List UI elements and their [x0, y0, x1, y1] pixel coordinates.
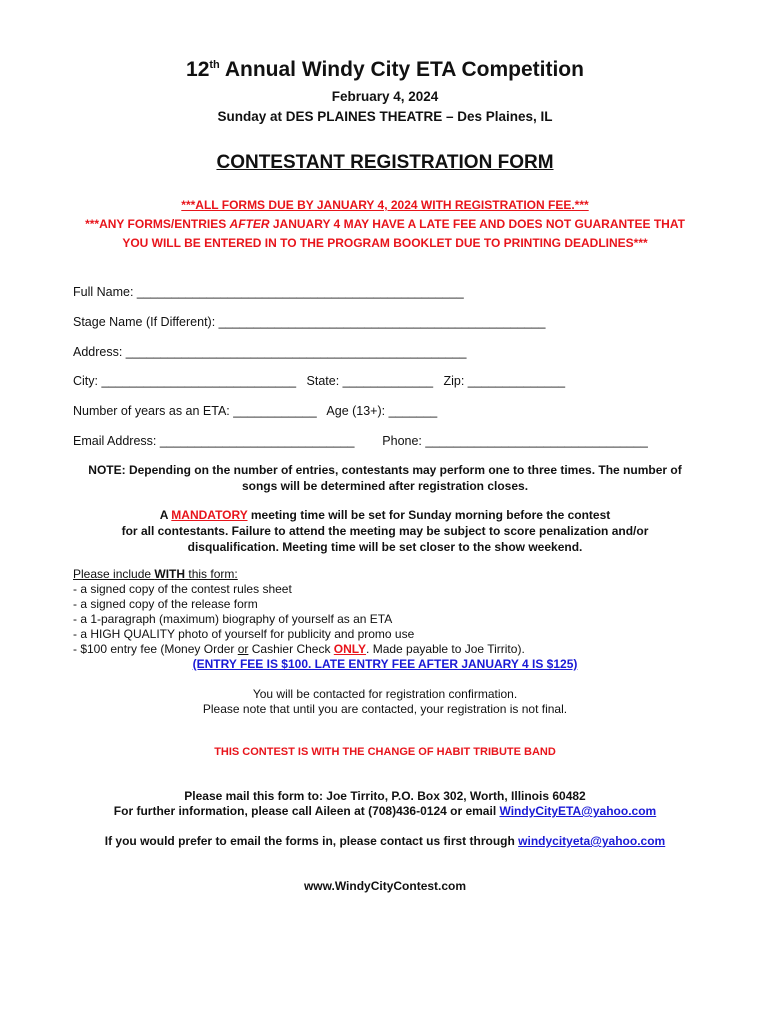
- fee-item-or: or: [237, 642, 249, 656]
- note-line2: songs will be determined after registration closes.: [241, 479, 529, 493]
- email-phone-field[interactable]: Email Address: ____________________________ Phone: ________________________________: [73, 434, 648, 448]
- confirm-line2: Please note that until you are contacted, your registration is not final.: [202, 702, 568, 716]
- email-link-1[interactable]: WindyCityETA@yahoo.com: [499, 804, 657, 818]
- note-line1: NOTE: Depending on the number of entries, contestants may perform one to three times. The number of: [88, 463, 682, 477]
- include-heading-c: this form:: [185, 567, 238, 581]
- full-name-field[interactable]: Full Name: _______________________________________________: [73, 285, 464, 299]
- years-age-field[interactable]: Number of years as an ETA: ____________ Age (13+): _______: [73, 404, 438, 418]
- fee-item-b: Cashier Check: [248, 642, 334, 656]
- due-warning-text: ***ALL FORMS DUE BY JANUARY 4, 2024 WITH REGISTRATION FEE.***: [181, 198, 589, 212]
- fee-item-a: - $100 entry fee (Money Order: [73, 642, 238, 656]
- title-superscript: th: [209, 59, 220, 71]
- late-warning-line1: [0, 217, 770, 231]
- page-title: [0, 58, 770, 82]
- entry-fee-line: [0, 656, 770, 672]
- list-item: - a signed copy of the contest rules sheet: [73, 582, 292, 596]
- meeting-line2: for all contestants. Failure to attend the meeting may be subject to score penalization and/or: [121, 524, 649, 538]
- title-text: Annual Windy City ETA Competition: [219, 58, 584, 81]
- meeting-b: meeting time will be set for Sunday morning before the contest: [247, 508, 611, 522]
- meeting-line3: disqualification. Meeting time will be set closer to the show weekend.: [187, 540, 583, 554]
- city-state-zip-field[interactable]: City: ____________________________ State: _____________ Zip: ______________: [73, 374, 566, 388]
- list-item: - a HIGH QUALITY photo of yourself for publicity and promo use: [73, 627, 415, 641]
- form-title: CONTESTANT REGISTRATION FORM: [216, 152, 554, 173]
- include-list: [73, 567, 525, 657]
- band-notice: THIS CONTEST IS WITH THE CHANGE OF HABIT TRIBUTE BAND: [214, 746, 556, 758]
- late-warning-part-c: JANUARY 4 MAY HAVE A LATE FEE AND DOES NOT GUARANTEE THAT: [269, 217, 685, 231]
- event-venue: Sunday at DES PLAINES THEATRE – Des Plaines, IL: [217, 109, 553, 124]
- meeting-a: A: [159, 508, 172, 522]
- late-warning-line2: YOU WILL BE ENTERED IN TO THE PROGRAM BOOKLET DUE TO PRINTING DEADLINES***: [122, 236, 648, 250]
- mail-line: Please mail this form to: Joe Tirrito, P.O. Box 302, Worth, Illinois 60482: [184, 789, 586, 803]
- late-warning-part-a: ***ANY FORMS/ENTRIES: [85, 217, 230, 231]
- fee-item-c: . Made payable to Joe Tirrito).: [366, 642, 525, 656]
- list-item: [73, 642, 525, 657]
- fee-item-only: ONLY: [333, 642, 367, 656]
- meeting-line1: [60, 507, 710, 523]
- late-warning-after: AFTER: [229, 217, 270, 231]
- note-paragraph: [60, 462, 710, 494]
- info-line: [0, 803, 770, 819]
- include-heading-a: Please include: [73, 567, 155, 581]
- event-date: February 4, 2024: [331, 89, 439, 104]
- email-forms-line: [0, 833, 770, 849]
- due-warning: [0, 198, 770, 212]
- email-forms-text: If you would prefer to email the forms in, please contact us first through: [104, 834, 519, 848]
- include-heading-with: WITH: [154, 567, 186, 581]
- title-number: 12: [186, 58, 210, 81]
- entry-fee-text: (ENTRY FEE IS $100. LATE ENTRY FEE AFTER JANUARY 4 IS $125): [192, 657, 578, 671]
- stage-name-field[interactable]: Stage Name (If Different): _______________________________________________: [73, 315, 546, 329]
- email-link-2[interactable]: windycityeta@yahoo.com: [518, 834, 666, 848]
- website-link[interactable]: www.WindyCityContest.com: [303, 879, 467, 893]
- confirm-line1: You will be contacted for registration confirmation.: [252, 687, 518, 701]
- meeting-paragraph: [60, 507, 710, 555]
- address-field[interactable]: Address: _________________________________________________: [73, 345, 467, 359]
- list-item: - a signed copy of the release form: [73, 597, 258, 611]
- mandatory-label: MANDATORY: [171, 508, 248, 522]
- list-item: - a 1-paragraph (maximum) biography of yourself as an ETA: [73, 612, 393, 626]
- include-heading: [73, 567, 525, 582]
- info-text: For further information, please call Aileen at (708)436-0124 or email: [113, 804, 500, 818]
